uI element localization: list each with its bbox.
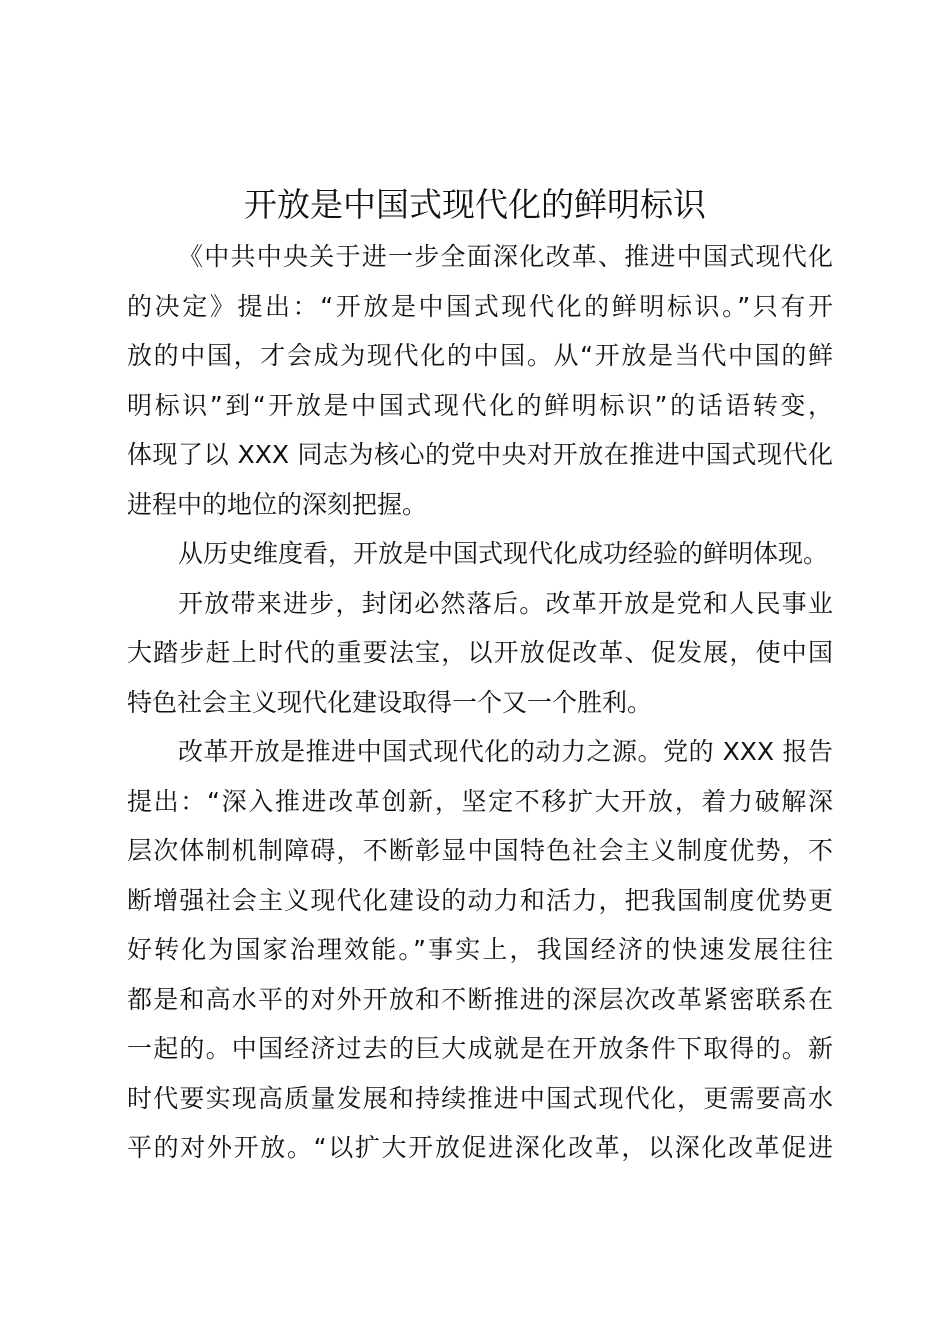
paragraph-line: 好转化为国家治理效能。”事实上，我国经济的快速发展往往 [127,935,833,964]
paragraph-line: 的决定》提出：“开放是中国式现代化的鲜明标识。”只有开 [127,291,833,321]
paragraph-line: 断增强社会主义现代化建设的动力和活力，把我国制度优势更 [127,885,833,915]
document-title: 开放是中国式现代化的鲜明标识 [244,185,706,224]
paragraph-line: 时代要实现高质量发展和持续推进中国式现代化，更需要高水 [127,1083,833,1113]
paragraph-line: 体现了以 XXX 同志为核心的党中央对开放在推进中国式现代化 [127,440,833,469]
paragraph-line: 开放带来进步，封闭必然落后。改革开放是党和人民事业 [178,588,833,618]
paragraph-line: 改革开放是推进中国式现代化的动力之源。党的 XXX 报告 [178,737,833,766]
paragraph-line: 进程中的地位的深刻把握。 [127,489,428,519]
paragraph-line: 层次体制机制障碍，不断彰显中国特色社会主义制度优势，不 [127,836,833,865]
paragraph-line: 平的对外开放。“以扩大开放促进深化改革，以深化改革促进 [127,1133,833,1162]
paragraph-3 [127,579,833,728]
paragraph-line: 提出：“深入推进改革创新，坚定不移扩大开放，着力破解深 [127,786,833,816]
document-body [127,232,833,1173]
paragraph-line: 放的中国，才会成为现代化的中国。从“开放是当代中国的鲜 [127,341,833,370]
paragraph-2 [127,529,833,579]
paragraph-line: 特色社会主义现代化建设取得一个又一个胜利。 [127,687,653,717]
paragraph-1 [127,232,833,529]
paragraph-line: 一起的。中国经济过去的巨大成就是在开放条件下取得的。新 [127,1034,833,1063]
paragraph-line: 《中共中央关于进一步全面深化改革、推进中国式现代化 [178,242,833,271]
paragraph-line: 都是和高水平的对外开放和不断推进的深层次改革紧密联系在 [127,984,833,1014]
paragraph-line: 大踏步赶上时代的重要法宝，以开放促改革、促发展，使中国 [127,638,833,667]
paragraph-line: 明标识”到“开放是中国式现代化的鲜明标识”的话语转变， [127,390,833,420]
paragraph-line: 从历史维度看，开放是中国式现代化成功经验的鲜明体现。 [178,539,829,568]
paragraph-4 [127,727,833,1173]
